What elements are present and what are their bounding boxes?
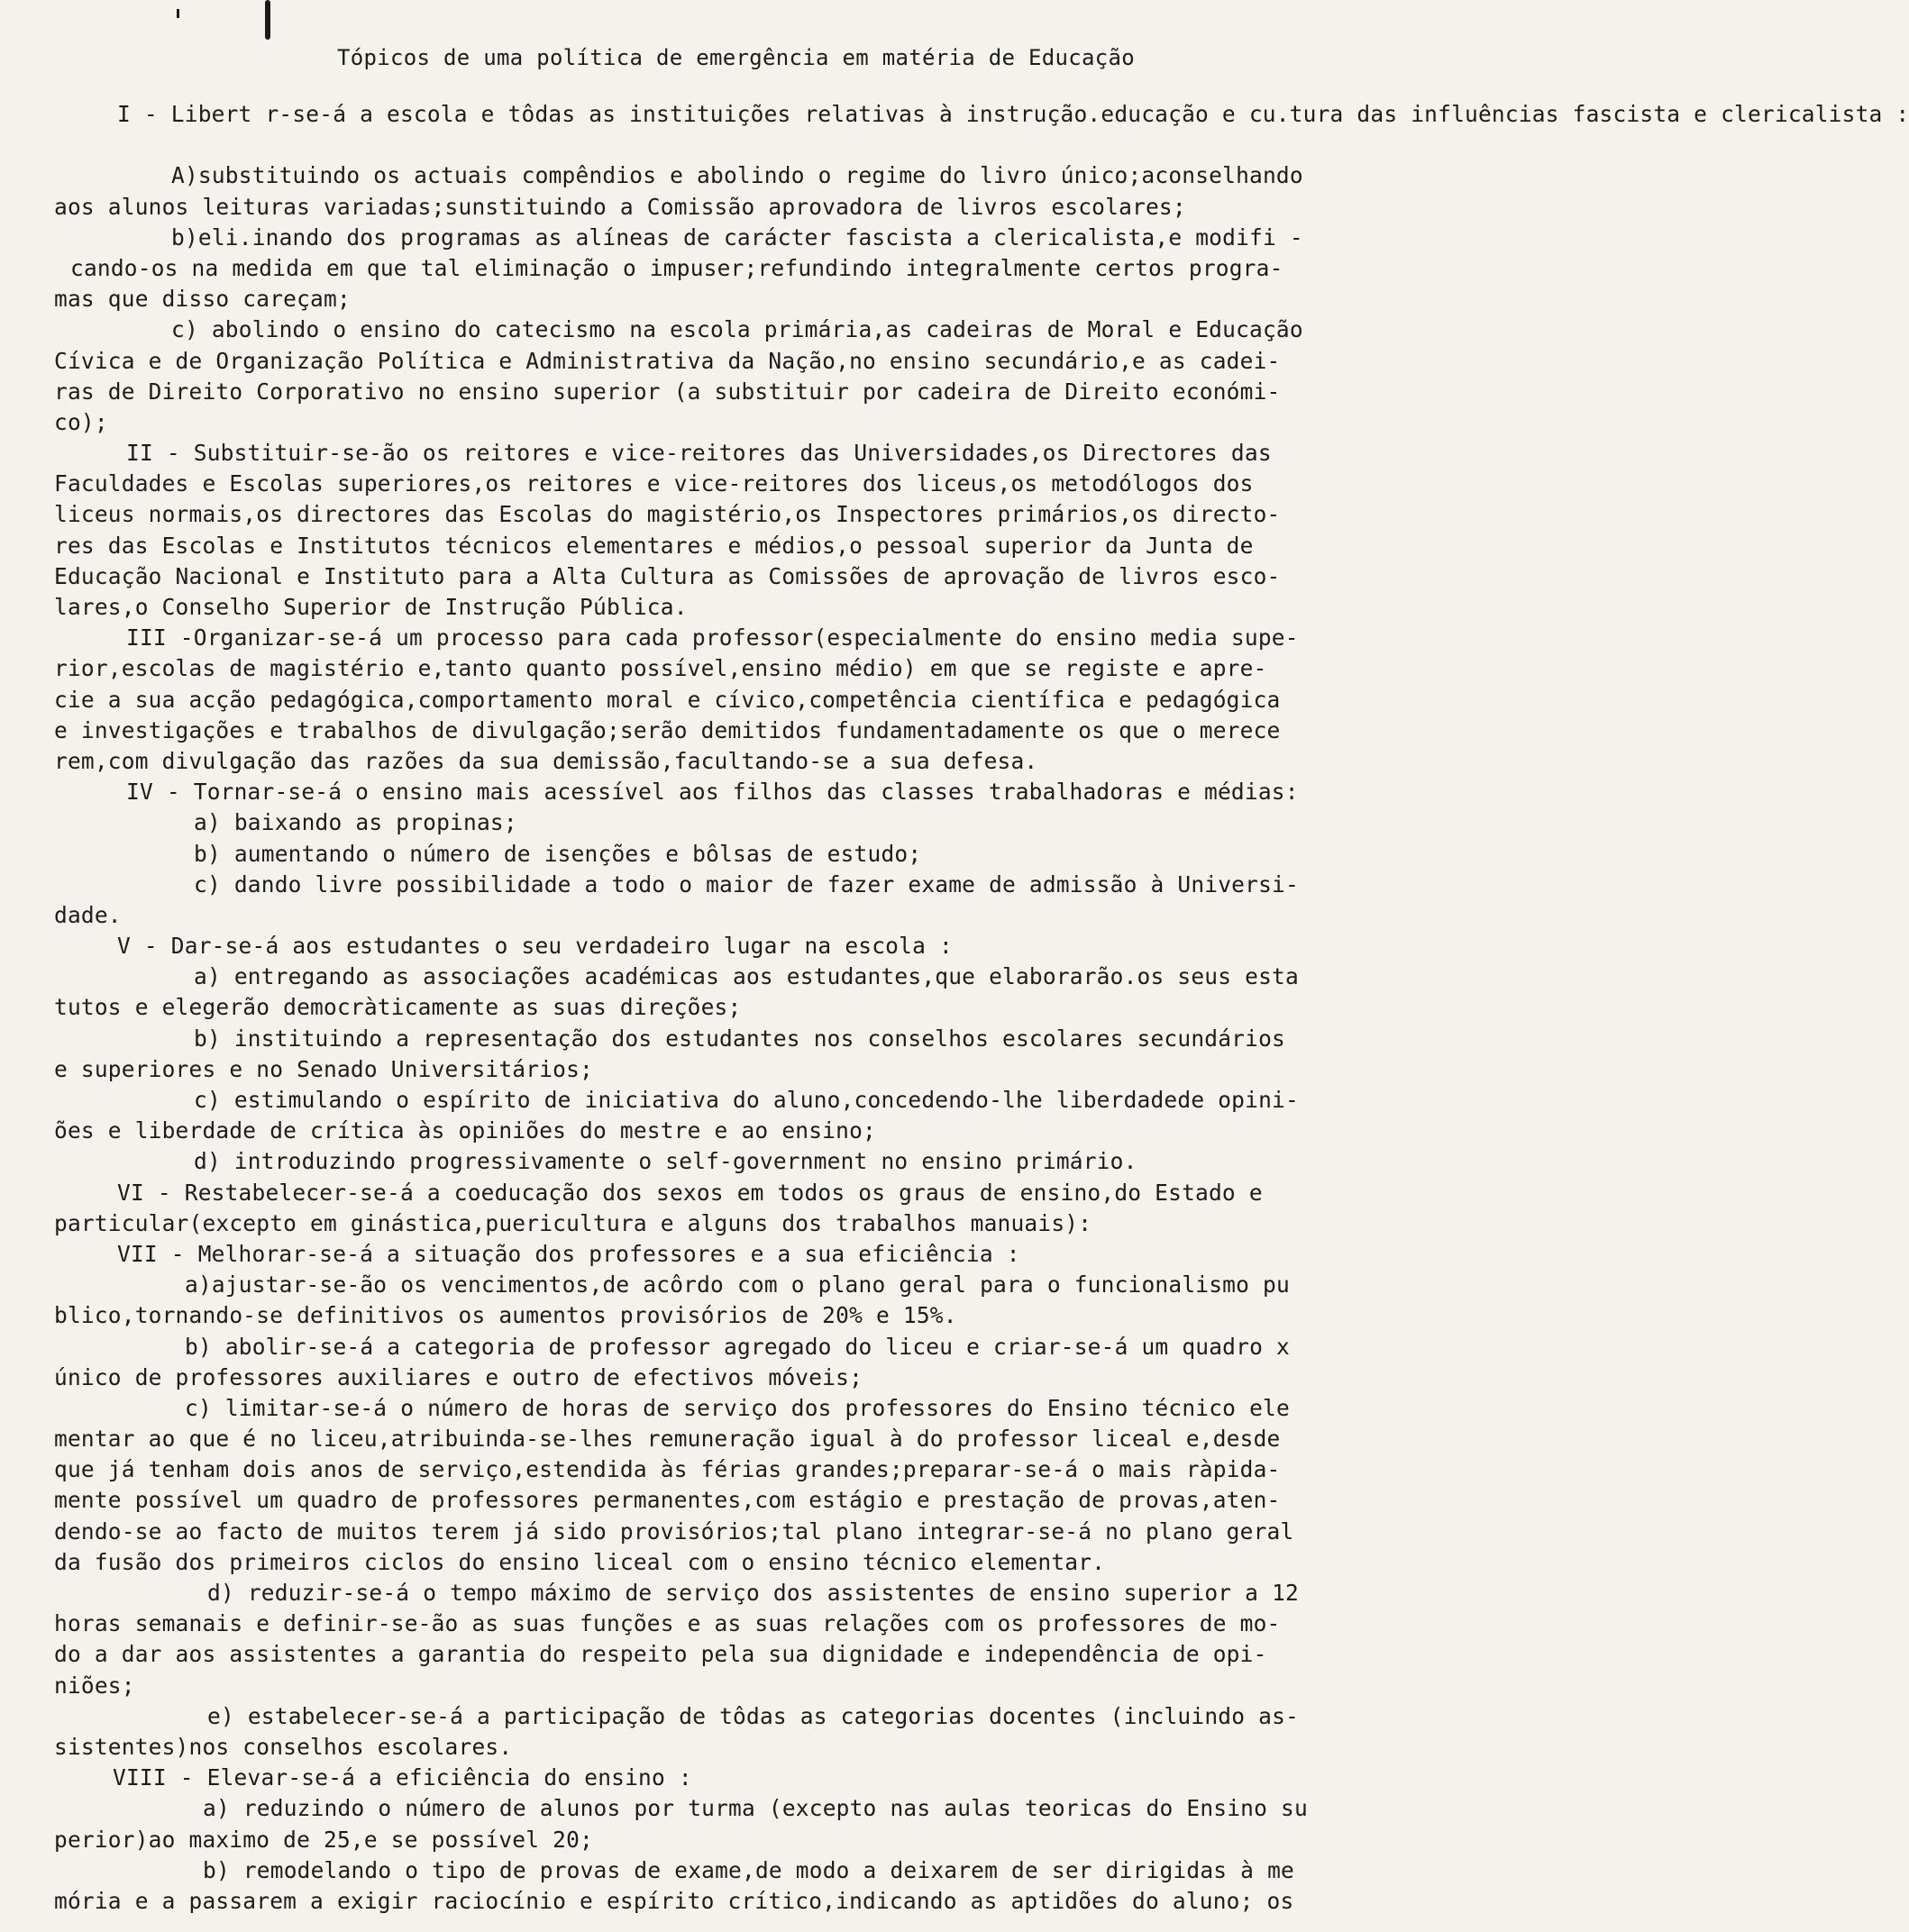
text-line: lares,o Conselho Superior de Instrução Pública.: [54, 594, 688, 620]
text-line: único de professores auxiliares e outro de efectivos móveis;: [54, 1363, 863, 1390]
text-line: tutos e elegerão democràticamente as suas direções;: [54, 994, 742, 1021]
text-line: d) introduzindo progressivamente o self-government no ensino primário.: [194, 1148, 1137, 1175]
text-line: aos alunos leituras variadas;sunstituindo a Comissão aprovadora de livros escolares;: [54, 193, 1186, 220]
text-line: I - Libert r-se-á a escola e tôdas as instituições relativas à instrução.educação e cu.tura das influências fascista e clericalista :: [117, 101, 1909, 127]
text-line: b) abolir-se-á a categoria de professor agregado do liceu e criar-se-á um quadro x: [185, 1333, 1290, 1360]
text-line: rior,escolas de magistério e,tanto quanto possível,ensino médio) em que se registe e apre-: [54, 655, 1267, 682]
text-line: d) reduzir-se-á o tempo máximo de serviço dos assistentes de ensino superior a 12: [207, 1580, 1299, 1606]
text-line: mente possível um quadro de professores permanentes,com estágio e prestação de provas,aten-: [54, 1487, 1281, 1514]
text-line: VI - Restabelecer-se-á a coeducação dos sexos em todos os graus de ensino,do Estado e: [117, 1179, 1263, 1206]
text-line: liceus normais,os directores das Escolas do magistério,os Inspectores primários,os directo-: [54, 501, 1281, 528]
text-line: ras de Direito Corporativo no ensino superior (a substituir por cadeira de Direito económi-: [54, 378, 1281, 405]
text-line: mas que disso careçam;: [54, 286, 351, 313]
text-line: b) instituindo a representação dos estudantes nos conselhos escolares secundários: [194, 1025, 1285, 1052]
ink-mark: [265, 0, 270, 40]
text-line: a) reduzindo o número de alunos por turma (excepto nas aulas teoricas do Ensino su: [203, 1795, 1308, 1822]
text-line: cie a sua acção pedagógica,comportamento moral e cívico,competência científica e pedagógica: [54, 686, 1281, 713]
text-line: a) baixando as propinas;: [194, 809, 517, 836]
text-line: II - Substituir-se-ão os reitores e vice-reitores das Universidades,os Directores das: [126, 440, 1272, 467]
text-line: Educação Nacional e Instituto para a Alta Cultura as Comissões de aprovação de livros esco-: [54, 562, 1281, 589]
text-line: c) limitar-se-á o número de horas de serviço dos professores do Ensino técnico ele: [185, 1394, 1290, 1421]
text-line: a)ajustar-se-ão os vencimentos,de acôrdo com o plano geral para o funcionalismo pu: [185, 1271, 1290, 1299]
text-line: do a dar aos assistentes a garantia do respeito pela sua dignidade e independência de opi-: [54, 1641, 1267, 1668]
text-line: blico,tornando-se definitivos os aumentos provisórios de 20% e 15%.: [54, 1302, 957, 1329]
text-line: Faculdades e Escolas superiores,os reitores e vice-reitores dos liceus,os metodólogos dos: [54, 470, 1254, 497]
text-line: VIII - Elevar-se-á a eficiência do ensino :: [113, 1764, 692, 1791]
text-line: [54, 130, 1487, 160]
text-line: sistentes)nos conselhos escolares.: [54, 1733, 513, 1760]
document-body: [54, 99, 1909, 1917]
text-line: III -Organizar-se-á um processo para cada professor(especialmente do ensino media supe-: [126, 624, 1299, 652]
text-line: dendo-se ao facto de muitos terem já sido provisórios;tal plano integrar-se-á no plano geral: [54, 1517, 1294, 1545]
document-title: Tópicos de uma política de emergência em matéria de Educação: [337, 45, 1135, 70]
text-line: e superiores e no Senado Universitários;: [54, 1055, 594, 1082]
text-line: rem,com divulgação das razões da sua demissão,facultando-se a sua defesa.: [54, 747, 1038, 774]
text-line: b)eli.inando dos programas as alíneas de carácter fascista a clericalista,e modifi -: [171, 223, 1303, 251]
text-line: mória e a passarem a exigir raciocínio e espírito crítico,indicando as aptidões do aluno; os: [54, 1887, 1294, 1914]
text-line: mentar ao que é no liceu,atribuinda-se-lhes remuneração igual à do professor liceal e,desde: [54, 1426, 1281, 1453]
text-line: VII - Melhorar-se-á a situação dos professores e a sua eficiência :: [117, 1240, 1020, 1267]
text-line: IV - Tornar-se-á o ensino mais acessível aos filhos das classes trabalhadoras e médias:: [126, 779, 1299, 806]
ink-mark: [177, 9, 179, 18]
text-line: V - Dar-se-á aos estudantes o seu verdadeiro lugar na escola :: [117, 933, 953, 960]
text-line: particular(excepto em ginástica,puericultura e alguns dos trabalhos manuais):: [54, 1209, 1092, 1236]
text-line: cando-os na medida em que tal eliminação o impuser;refundindo integralmente certos progra-: [70, 254, 1283, 281]
text-line: c) estimulando o espírito de iniciativa do aluno,concedendo-lhe liberdadede opini-: [194, 1087, 1299, 1113]
text-line: dade.: [54, 901, 122, 928]
text-line: Cívica e de Organização Política e Administrativa da Nação,no ensino secundário,e as cadei-: [54, 347, 1281, 374]
text-line: c) abolindo o ensino do catecismo na escola primária,as cadeiras de Moral e Educação: [171, 316, 1303, 343]
text-line: da fusão dos primeiros ciclos do ensino liceal com o ensino técnico elementar.: [54, 1548, 1106, 1575]
text-line: niões;: [54, 1672, 135, 1699]
text-line: perior)ao maximo de 25,e se possível 20;: [54, 1826, 594, 1853]
text-line: e investigações e trabalhos de divulgação;serão demitidos fundamentadamente os que o merece: [54, 716, 1281, 743]
text-line: c) dando livre possibilidade a todo o maior de fazer exame de admissão à Universi-: [194, 870, 1299, 898]
text-line: que já tenham dois anos de serviço,estendida às férias grandes;preparar-se-á o mais ràpida-: [54, 1456, 1281, 1483]
text-line: ões e liberdade de crítica às opiniões do mestre e ao ensino;: [54, 1117, 876, 1144]
text-line: horas semanais e definir-se-ão as suas funções e as suas relações com os professores de mo-: [54, 1610, 1281, 1637]
text-line: A)substituindo os actuais compêndios e abolindo o regime do livro único;aconselhando: [171, 162, 1303, 189]
text-line: e) estabelecer-se-á a participação de tôdas as categorias docentes (incluindo as-: [207, 1702, 1299, 1729]
text-line: b) aumentando o número de isenções e bôlsas de estudo;: [194, 840, 922, 867]
text-line: b) remodelando o tipo de provas de exame,de modo a deixarem de ser dirigidas à me: [203, 1856, 1294, 1883]
text-line: res das Escolas e Institutos técnicos elementares e médios,o pessoal superior da Junta de: [54, 532, 1254, 559]
text-line: co);: [54, 408, 108, 435]
text-line: a) entregando as associações académicas aos estudantes,que elaborarão.os seus esta: [194, 963, 1299, 990]
